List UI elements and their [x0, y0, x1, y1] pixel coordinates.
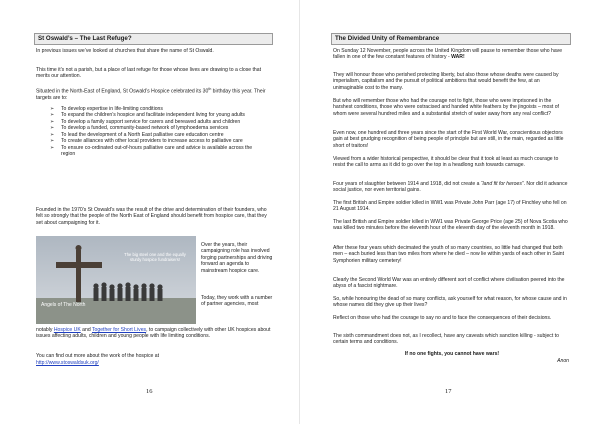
body-text: . Nor did it advance social justice, nor even territorial gains. — [333, 181, 568, 194]
list-item-text: To expand the children’s hospice and facilitate independent living for young adults — [61, 112, 245, 119]
signature: Anon — [557, 358, 569, 364]
emphasis: WAR! — [451, 54, 465, 61]
list-item-text: To develop a family support service for carers and bereaved adults and children — [61, 118, 241, 125]
founded-paragraph: Founded in the 1970’s St Oswald’s was the result of the drive and determination of their founders, who felt so strongly that the people of the North East of England should benefit from hospice care, that they set about campaigning for it. — [36, 207, 267, 226]
page-number: 16 — [146, 388, 153, 395]
list-item — [50, 106, 260, 112]
intro-paragraph: In previous issues we’ve looked at churches that share the name of St Oswald. — [36, 48, 214, 54]
body-text: On Sunday 12 November, people across the United Kingdom will pause to remember those who have fallen in one of the few constant features of history - — [333, 48, 563, 61]
partners-paragraph — [36, 327, 273, 340]
list-item — [50, 125, 260, 131]
hospice-uk-link[interactable]: Hospice UK — [53, 327, 81, 333]
quotation: “land fit for heroes” — [480, 181, 524, 187]
partners-text: notably — [36, 327, 54, 333]
arrow-bullet-icon: ➢ — [50, 106, 55, 112]
body-paragraph: They will honour those who perished protecting liberty, but also those whose deaths were caused by imperialism, capitalism and the pursuit of political ambitions that would benefit the few, at an unimaginable cost to the many. — [333, 72, 559, 91]
photo-caption: Angels of The North — [41, 302, 86, 308]
body-paragraph: The last British and Empire soldier killed in WW1 was Private George Price (age 25) of Nova Scotia who was killed two minutes before the eleventh hour of the eleventh day of the eleventh month in 1918. — [333, 219, 568, 232]
list-item — [50, 119, 260, 125]
body-paragraph: The first British and Empire soldier killed in WW1 was Private John Parr (age 17) of Finchley who fell on 21 August 1914. — [333, 200, 567, 213]
ordinal-suffix: th — [208, 87, 212, 91]
list-item-text: To ensure co-ordinated out-of-hours palliative care and advice is available across the region — [61, 144, 253, 157]
arrow-bullet-icon: ➢ — [50, 144, 55, 151]
list-item-text: To develop a funded, community-based network of lymphoedema services — [61, 125, 229, 132]
campaign-paragraph: Over the years, their campaigning role has involved forging partnerships and driving forward an agenda to mainstream hospice care. — [201, 242, 273, 274]
right-page — [300, 0, 600, 424]
body-paragraph — [333, 181, 571, 194]
list-item — [50, 145, 260, 157]
body-paragraph: Clearly the Second World War was an entirely different sort of conflict where civilisation peered into the abyss of a fascist nightmare. — [333, 277, 565, 290]
arrow-bullet-icon: ➢ — [50, 138, 55, 145]
together-for-short-lives-link[interactable]: Together for Short Lives — [92, 327, 147, 333]
body-paragraph: So, while honouring the dead of so many conflicts, ask yourself for what reason, for whose cause and in whose names did they give up their lives? — [333, 296, 567, 309]
list-item — [50, 138, 260, 144]
arrow-bullet-icon: ➢ — [50, 112, 55, 119]
article-header: St Oswald’s – The Last Refuge? — [34, 33, 273, 45]
body-paragraph: But who will remember those who had the courage not to fight, those who were imprisoned in the harshest conditions, those who were ostracised and handed white feathers by the jingoists – most of whom were several hundred miles and a substantial stretch of water away from any real conflict? — [333, 98, 559, 117]
targets-list — [50, 106, 260, 157]
arrow-bullet-icon: ➢ — [50, 118, 55, 125]
body-text: Four years of slaughter between 1914 and 1918, did not create a — [333, 181, 481, 187]
page-number: 17 — [445, 388, 452, 395]
body-paragraph: Reflect on those who had the courage to say no and to face the consequences of their decisions. — [333, 315, 552, 321]
arrow-bullet-icon: ➢ — [50, 125, 55, 132]
list-item-text: To develop expertise in life-limiting conditions — [61, 106, 163, 112]
photo-caption: The big steel one and the equally sturdy hospice fundraisers! — [124, 252, 186, 262]
partners-text: , to campaign collectively with other UK hospices about issues affecting adults, children and young people with life limiting conditions. — [36, 327, 271, 340]
body-paragraph: The sixth commandment does not, as I recollect, have any caveats which sanction killing - subject to certain terms and conditions. — [333, 333, 559, 346]
body-paragraph — [333, 48, 571, 61]
intro-text: Situated in the North-East of England, St Oswald’s Hospice celebrated its 30 — [36, 88, 209, 95]
closing-line: If no one fights, you cannot have wars! — [404, 351, 500, 357]
list-item — [50, 132, 260, 138]
website-line — [36, 360, 272, 366]
intro-paragraph: This time it’s not a parish, but a place of last refuge for those whose lives are drawing to a close that merits our attention. — [36, 67, 261, 80]
intro-text: birthday this year. Their targets are to: — [36, 88, 266, 102]
website-link[interactable]: http://www.stoswaldsuk.org/ — [36, 360, 99, 366]
list-item-text: To lead the development of a North East palliative care education centre — [61, 131, 224, 138]
today-paragraph: Today, they work with a number of partner agencies, most — [201, 295, 273, 308]
photo-illustration — [36, 236, 196, 324]
intro-paragraph — [36, 86, 272, 102]
body-paragraph: After these four years which decimated the youth of so many countries, so little had changed that both men – each buried less than two miles from where he died – now lie within yards of each other in Saint Symphorien military cemetery! — [333, 245, 565, 264]
body-paragraph: Even now, one hundred and three years since the start of the First World War, conscientious objectors gain at best grudging recognition of being people of principle but are still, in the main, regarded as little short of traitors! — [333, 130, 564, 149]
more-info-paragraph: You can find out more about the work of the hospice at — [36, 353, 159, 359]
arrow-bullet-icon: ➢ — [50, 131, 55, 138]
partners-text: and — [80, 327, 92, 333]
body-paragraph: Viewed from a wider historical perspective, it should be clear that it took at least as much courage to resist the call to arms as it did to go over the top in a headlong rush towards carnage. — [333, 156, 559, 169]
article-header: The Divided Unity of Remembrance — [331, 33, 571, 45]
list-item — [50, 112, 260, 118]
list-item-text: To create alliances with other local providers to increase access to palliative care — [61, 138, 243, 145]
angel-of-the-north-photo — [36, 236, 196, 324]
